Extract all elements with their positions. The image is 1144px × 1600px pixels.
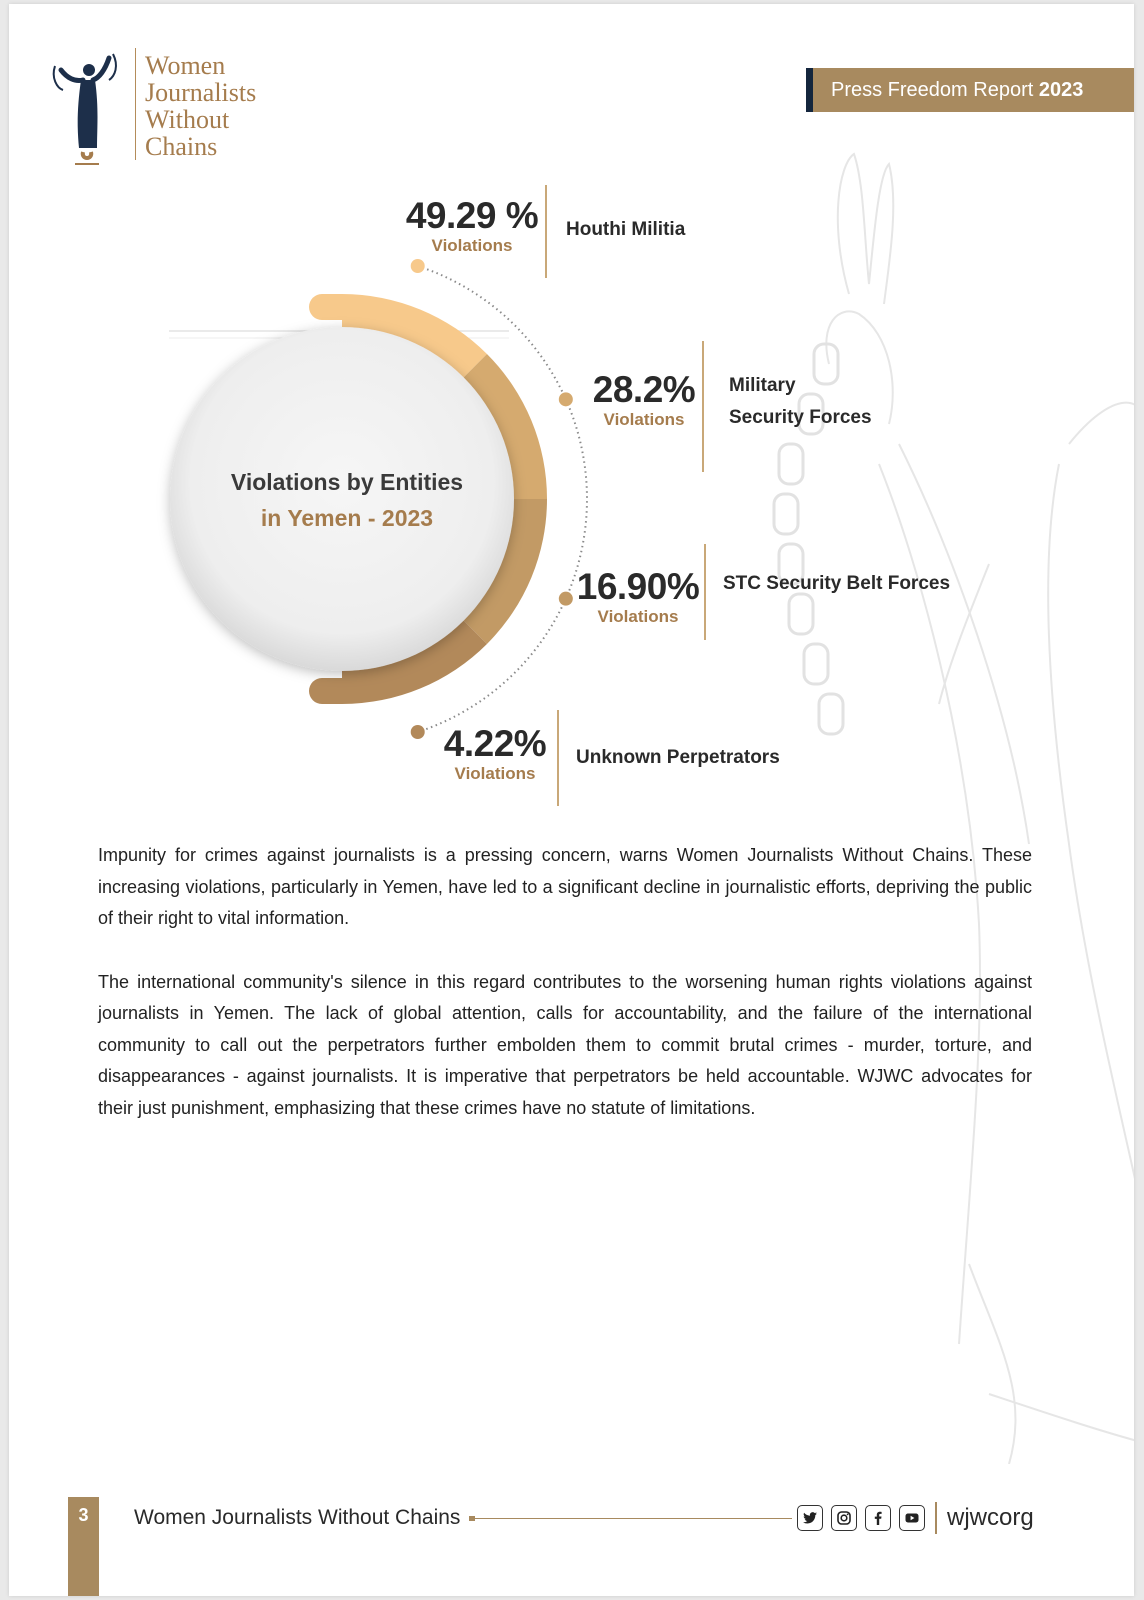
footer-separator xyxy=(935,1502,937,1534)
report-year: 2023 xyxy=(1038,78,1084,101)
entity-label-unknown xyxy=(576,742,780,774)
stat-stc xyxy=(574,567,702,627)
entity-label-line: Military xyxy=(729,375,796,396)
marker-dot-houthi xyxy=(411,259,425,273)
page-number: 3 xyxy=(68,1497,99,1596)
stat-divider xyxy=(545,185,547,278)
body-paragraph-1: Impunity for crimes against journalists is a pressing concern, warns Women Journalists Without Chains. These increasing violations, particularly in Yemen, have led to a significant decline in journalistic efforts, depriving the public of their right to vital information. xyxy=(98,845,1032,928)
facebook-icon[interactable] xyxy=(865,1505,891,1531)
stat-unit: Violations xyxy=(597,607,679,626)
marker-dot-stc xyxy=(559,592,573,606)
chart-center-title xyxy=(177,464,517,536)
footer-rule xyxy=(474,1518,792,1519)
stat-unknown xyxy=(437,724,553,784)
stat-divider xyxy=(702,341,704,472)
report-page xyxy=(9,4,1134,1596)
marker-dot-unknown xyxy=(411,725,425,739)
body-paragraph-2: The international community's silence in this regard contributes to the worsening human rights violations against journalists in Yemen. The lack of global attention, calls for accountability, and the failure of the international community to call out the perpetrators further embolden them to commit brutal crimes - murder, torture, and disappearances - against journalists. It is imperative that perpetrators be held accountable. WJWC advocates for their just punishment, emphasizing that these crimes have no statute of limitations. xyxy=(98,971,1032,1118)
logo-line-1: Women xyxy=(145,51,226,80)
entity-label-line: STC Security Belt Forces xyxy=(723,573,951,594)
stat-houthi xyxy=(402,196,542,256)
body-text xyxy=(98,840,1032,1156)
logo-line-3: Without xyxy=(145,105,230,134)
stat-value: 16.90% xyxy=(576,566,700,607)
footer-handle: wjwcorg xyxy=(947,1504,1034,1531)
entity-label-line: Houthi Militia xyxy=(566,219,686,240)
entity-label-stc xyxy=(723,568,950,600)
ring-cap-bottom xyxy=(309,678,342,704)
stat-military xyxy=(589,370,699,430)
logo-line-4: Chains xyxy=(145,132,218,161)
chart-subtitle: in Yemen - 2023 xyxy=(260,505,434,531)
report-title-text: Press Freedom Report xyxy=(831,78,1034,101)
stat-unit: Violations xyxy=(431,236,513,255)
entity-label-line: Security Forces xyxy=(729,407,872,428)
marker-dot-military xyxy=(559,392,573,406)
stat-value: 4.22% xyxy=(443,723,547,764)
logo-line-2: Journalists xyxy=(145,78,257,107)
entity-label-houthi xyxy=(566,214,685,246)
stat-value: 28.2% xyxy=(592,369,696,410)
footer-org-name: Women Journalists Without Chains xyxy=(134,1506,461,1529)
instagram-icon[interactable] xyxy=(831,1505,857,1531)
violations-chart xyxy=(9,4,1134,864)
stat-divider xyxy=(557,710,559,806)
stat-unit: Violations xyxy=(603,410,685,429)
stat-value: 49.29 % xyxy=(405,195,539,236)
stat-unit: Violations xyxy=(454,764,536,783)
ring-cap-top xyxy=(309,294,342,320)
entity-label-line: Unknown Perpetrators xyxy=(576,747,780,768)
youtube-icon[interactable] xyxy=(899,1505,925,1531)
chart-title: Violations by Entities xyxy=(230,469,464,495)
twitter-icon[interactable] xyxy=(797,1505,823,1531)
stat-divider xyxy=(704,544,706,640)
entity-label-military xyxy=(729,370,872,434)
